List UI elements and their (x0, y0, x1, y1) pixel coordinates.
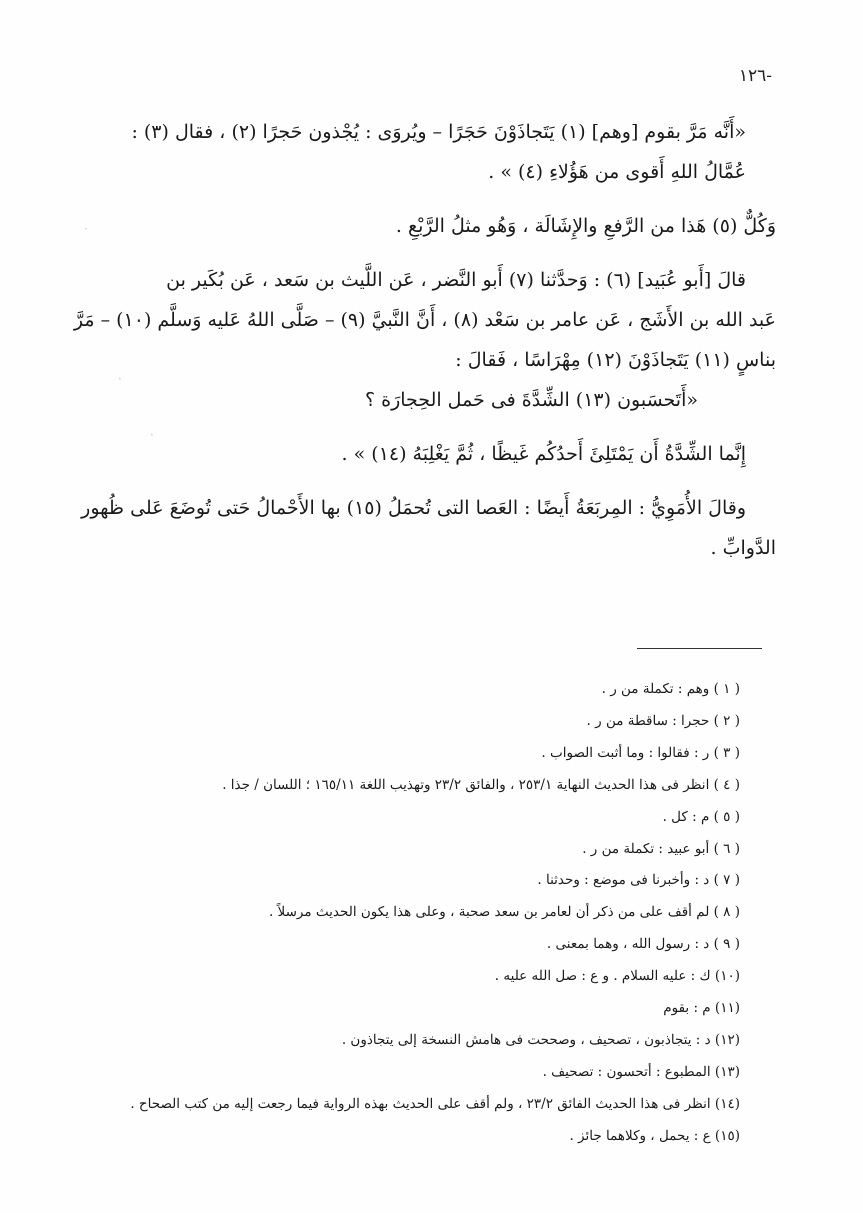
scan-speck: · (84, 222, 88, 236)
footnote: ( ٩ ) د : رسول الله ، وهما بمعنى . (546, 936, 740, 953)
text-line: قالَ [أَبو عُبَيد] (٦) : وَحدَّثنا (٧) أَبو النَّضر ، عَن اللَّيث بن سَعد ، عَن بُكَير بن (166, 269, 746, 291)
text-line: وَكُلٌّ (٥) هَذا من الرَّفعِ والإِشَالَة ، وَهُو مثلُ الرَّبْعِ . (395, 215, 776, 237)
text-line: بناسٍ (١١) يَتَجاذَوْنَ (١٢) مِهْرَاسًا ، فَقالَ : (455, 349, 776, 371)
footnote-divider (637, 648, 762, 649)
text-line: وقالَ الأُمَوِيُّ : المِربَعَةُ أَيضًا : العَصا التى تُحمَلُ (١٥) بها الأَحْمالُ حَتى تُوضَعَ عَلى ظُهور (81, 497, 746, 519)
footnote: ( ٧ ) د : وأخبرنا فى موضع : وحدثنا . (537, 872, 740, 889)
footnote: (١٣) المطبوع : أتحسون : تصحيف . (542, 1063, 740, 1080)
footnote: ( ٢ ) حجرا : ساقطة من ر . (586, 712, 740, 729)
main-text (73, 112, 776, 568)
footnote: ( ٨ ) لم أقف على من ذكر أن لعامر بن سعد صحبة ، وعلى هذا يكون الحديث مرسلاً . (268, 904, 740, 921)
text-line: «أَنَّه مَرَّ بقوم [وهم] (١) يَتَجاذَوْنَ حَجَرًا – ويُروَى : يُجْذون حَجرًا (٢) ، فقال (٣) : (131, 121, 746, 143)
text-line: إِنَّما الشِّدَّةُ أَن يَمْتَلِئَ أَحدُكُم غَيظًا ، ثُمَّ يَغْلِبَهُ (١٤) » . (341, 443, 746, 465)
footnote: ( ٦ ) أبو عبيد : تكملة من ر . (582, 840, 740, 857)
footnote: (١٥) ع : يحمل ، وكلاهما جائز . (569, 1127, 740, 1144)
footnote: (١٢) د : يتجاذبون ، تصحيف ، وصححت فى هامش النسخة إلى يتجاذون . (341, 1031, 740, 1048)
footnotes (90, 674, 740, 1153)
text-line: عُمَّالُ اللهِ أَقوى من هَؤُلاءِ (٤) » . (488, 161, 746, 183)
footnote: (١١) م : بقوم (663, 1000, 740, 1017)
footnote: ( ١ ) وهم : تكملة من ر . (601, 681, 740, 697)
footnote: (١٠) ك : عليه السلام . و ع : صل الله عليه . (494, 968, 740, 985)
text-line: عَبد الله بن الأَشَج ، عَن عامر بن سَعْد (٨) ، أَنَّ النَّبيَّ (٩) – صَلَّى اللهُ عَليه وَسلَّم (١٠) – مَرَّ (73, 309, 776, 331)
footnote: (١٤) انظر فى هذا الحديث الفائق ٢٣/٢ ، ولم أقف على الحديث بهذه الرواية فيما رجعت إليه من كتب الصحاح . (130, 1095, 740, 1112)
footnote: ( ٥ ) م : كل . (662, 808, 740, 825)
scan-speck: · (118, 372, 122, 386)
text-line: «أَتَحسَبون (١٣) الشِّدَّةَ فى حَمل الحِجارَة ؟ (365, 389, 698, 411)
footnote: ( ٣ ) ر : فقالوا : وما أثبت الصواب . (541, 744, 740, 761)
page-number: -١٢٦ (738, 66, 772, 86)
scan-speck: · (150, 428, 154, 442)
text-line: الدَّوابِّ . (710, 537, 776, 559)
footnote: ( ٤ ) انظر فى هذا الحديث النهاية ٢٥٣/١ ، والفائق ٢٣/٢ وتهذيب اللغة ١٦٥/١١ ؛ اللسان / جذا . (222, 776, 740, 793)
